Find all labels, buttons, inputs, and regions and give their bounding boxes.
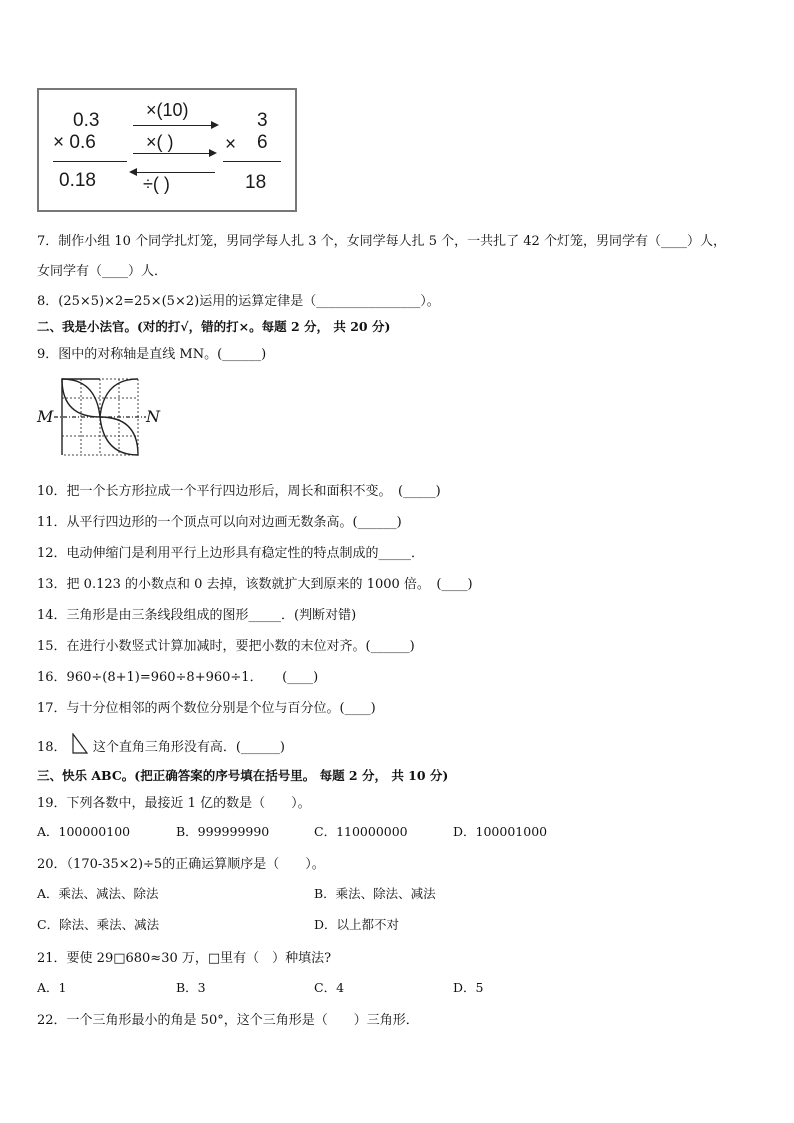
- arrow2-head-icon: [209, 149, 217, 157]
- q21-option-b: B．3: [176, 980, 206, 995]
- q19-option-c: C．110000000: [314, 824, 408, 839]
- arrow3-left-icon: [135, 172, 215, 173]
- q21-option-a: A．1: [37, 980, 67, 995]
- figure-factor-b: × 0.6: [53, 132, 96, 153]
- q21-option-c: C．4: [314, 980, 345, 995]
- question-15: 15．在进行小数竖式计算加减时，要把小数的末位对齐。(______): [37, 639, 415, 654]
- multiplication-figure: [37, 88, 297, 212]
- question-18-number: 18．: [37, 740, 67, 755]
- question-16: 16．960÷(8+1)=960÷8+960÷1． (____): [37, 670, 319, 685]
- figure-left-rule: [53, 161, 127, 162]
- q21-option-d: D．5: [453, 980, 484, 995]
- q20-option-b: B．乘法、除法、减法: [314, 886, 436, 901]
- question-9: 9．图中的对称轴是直线 MN。(______): [37, 347, 267, 362]
- arrow2-label: ×( ): [146, 132, 174, 152]
- question-18: [37, 733, 285, 755]
- question-7-line-2: 女同学有（____）人．: [37, 264, 168, 279]
- figure-right-rule: [223, 161, 281, 162]
- figure-right-mid: 6: [257, 132, 268, 153]
- figure-right-top: 3: [257, 110, 268, 131]
- question-11: 11．从平行四边形的一个顶点可以向对边画无数条高。(______): [37, 515, 402, 530]
- question-8: 8．(25×5)×2=25×(5×2)运用的运算定律是（________________）。: [37, 294, 440, 309]
- q19-option-d: D．100001000: [453, 824, 548, 839]
- arrow3-label: ÷( ): [143, 174, 170, 194]
- q20-option-d: D．以上都不对: [314, 917, 400, 932]
- figure-right-product: 18: [245, 172, 267, 193]
- question-19: 19．下列各数中，最接近 1 亿的数是（ ）。: [37, 796, 311, 811]
- arrow2-right-icon: [133, 153, 213, 154]
- right-triangle-icon: [71, 733, 89, 755]
- question-13: 13．把 0.123 的小数点和 0 去掉，该数就扩大到原来的 1000 倍。 (____): [37, 577, 473, 592]
- q19-option-b: B．999999990: [176, 824, 270, 839]
- section-2-heading: 二、我是小法官。(对的打√，错的打×。每题 2 分， 共 20 分): [37, 319, 391, 334]
- figure-left-product: 0.18: [59, 170, 96, 191]
- question-14: 14．三角形是由三条线段组成的图形_____．(判断对错): [37, 608, 357, 623]
- question-7-line-1: 7．制作小组 10 个同学扎灯笼，男同学每人扎 3 个，女同学每人扎 5 个，一共扎了 42 个灯笼，男同学有（____）人，: [37, 234, 726, 249]
- q20-option-a: A．乘法、减法、除法: [37, 886, 159, 901]
- q20-option-c: C．除法、乘法、减法: [37, 917, 160, 932]
- arrow1-label: ×(10): [146, 100, 189, 120]
- arrow1-right-icon: [133, 125, 217, 126]
- arrow3-head-icon: [129, 168, 137, 176]
- question-22: 22．一个三角形最小的角是 50°，这个三角形是（ ）三角形．: [37, 1013, 419, 1028]
- figure-factor-a: 0.3: [73, 110, 100, 131]
- symmetry-figure: [36, 373, 166, 459]
- label-n: N: [146, 407, 160, 426]
- arrow1-head-icon: [211, 121, 219, 129]
- section-3-heading: 三、快乐 ABC。(把正确答案的序号填在括号里。 每题 2 分， 共 10 分): [37, 768, 449, 783]
- q19-option-a: A．100000100: [37, 824, 131, 839]
- label-m: M: [37, 407, 54, 426]
- question-20: 20．（170-35×2)÷5的正确运算顺序是（ ）。: [37, 857, 325, 872]
- question-21: 21．要使 29□680≈30 万，□里有（ ）种填法?: [37, 951, 332, 966]
- question-17: 17．与十分位相邻的两个数位分别是个位与百分位。(____): [37, 701, 376, 716]
- question-10: 10．把一个长方形拉成一个平行四边形后，周长和面积不变。 (_____): [37, 484, 441, 499]
- question-12: 12．电动伸缩门是利用平行上边形具有稳定性的特点制成的_____．: [37, 546, 425, 561]
- figure-right-mult: ×: [225, 134, 237, 155]
- question-18-text: 这个直角三角形没有高．(______): [92, 740, 285, 755]
